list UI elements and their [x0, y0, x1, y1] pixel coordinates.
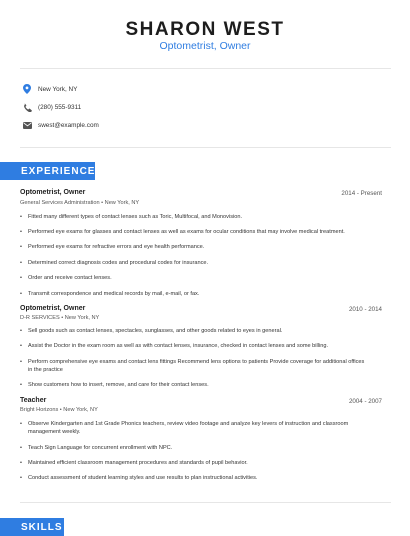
job-dates: 2004 - 2007	[348, 398, 382, 405]
job-organization: General Services Administration • New York, NY	[20, 200, 140, 206]
contact-phone	[22, 100, 81, 114]
bullet-text: Fitted many different types of contact lenses such as Toric, Multifocal, and Monovision.	[28, 214, 243, 220]
bullet-text: Order and receive contact lenses.	[28, 275, 112, 281]
job-bullet: • Teach Sign Language for concurrent enrollment with NPC.	[20, 444, 365, 452]
contact-location	[22, 82, 77, 96]
job-bullet: • Determined correct diagnosis codes and procedural codes for insurance.	[20, 259, 365, 267]
bullet-text: Assist the Doctor in the exam room as well as with contact lenses, insurance, checked in contact lenses and some billing.	[28, 343, 329, 349]
divider	[20, 147, 391, 148]
bullet-text: Sell goods such as contact lenses, spectacles, sunglasses, and other goods related to eyes in general.	[28, 328, 283, 334]
section-header-skills: SKILLS	[0, 518, 64, 536]
section-header-experience: EXPERIENCE	[0, 162, 95, 180]
envelope-icon	[22, 119, 32, 131]
contact-email	[22, 118, 99, 132]
job-organization: D-R SERVICES • New York, NY	[20, 315, 100, 321]
divider	[20, 502, 391, 503]
phone-text: (280) 555-9311	[38, 103, 82, 111]
bullet-text: Conduct assessment of student learning styles and use results to plan instructional activities.	[28, 475, 258, 481]
candidate-title: Optometrist, Owner	[159, 40, 251, 52]
location-text: New York, NY	[38, 85, 78, 93]
job-bullet: • Transmit correspondence and medical records by mail, e-mail, or fax.	[20, 290, 365, 298]
job-bullet: • Maintained efficient classroom management procedures and standards of pupil behavior.	[20, 459, 365, 467]
job-bullet: • Performed eye exams for refractive errors and eye health performance.	[20, 243, 365, 251]
job-bullet: • Sell goods such as contact lenses, spectacles, sunglasses, and other goods related to eyes in general.	[20, 327, 365, 335]
bullet-text: Transmit correspondence and medical records by mail, e-mail, or fax.	[28, 291, 200, 297]
bullet-text: Maintained efficient classroom management procedures and standards of pupil behavior.	[28, 460, 248, 466]
job-title: Optometrist, Owner	[20, 305, 86, 312]
job-bullet: • Order and receive contact lenses.	[20, 274, 365, 282]
job-bullet: • Perform comprehensive eye exams and contact lens fittings Recommend lens options to patients Provide coverage for additional offices in the practice	[20, 359, 365, 373]
email-text: swest@example.com	[38, 121, 99, 129]
divider	[20, 68, 391, 69]
job-dates: 2014 - Present	[341, 190, 382, 197]
job-bullet: • Performed eye exams for glasses and contact lenses as well as exams for ocular conditions that may involve medical treatment.	[20, 228, 365, 236]
bullet-text: Teach Sign Language for concurrent enrollment with NPC.	[28, 445, 173, 451]
job-title: Optometrist, Owner	[20, 189, 86, 196]
bullet-text: Perform comprehensive eye exams and contact lens fittings Recommend lens options to patients Provide coverage for additional offices in the practice	[28, 359, 365, 373]
candidate-name: SHARON WEST	[125, 19, 285, 40]
job-bullet: • Show customers how to insert, remove, and care for their contact lenses.	[20, 381, 365, 389]
job-bullet: • Fitted many different types of contact lenses such as Toric, Multifocal, and Monovision.	[20, 213, 365, 221]
job-bullet: • Observe Kindergarten and 1st Grade Phonics teachers, review video footage and analyze key levers of instruction and classroom management weekly.	[20, 420, 365, 436]
bullet-text: Observe Kindergarten and 1st Grade Phonics teachers, review video footage and analyze key levers of instruction and classroom management weekly.	[28, 421, 349, 435]
bullet-text: Performed eye exams for glasses and contact lenses as well as exams for ocular conditions that may involve medical treatment.	[28, 229, 345, 235]
bullet-text: Performed eye exams for refractive errors and eye health performance.	[28, 244, 205, 250]
job-organization: Bright Horizons • New York, NY	[20, 407, 98, 413]
job-bullet: • Conduct assessment of student learning styles and use results to plan instructional activities.	[20, 474, 365, 482]
phone-icon	[22, 101, 32, 113]
map-pin-icon	[22, 83, 32, 95]
bullet-text: Determined correct diagnosis codes and procedural codes for insurance.	[28, 260, 209, 266]
bullet-text: Show customers how to insert, remove, and care for their contact lenses.	[28, 382, 209, 388]
job-bullet: • Assist the Doctor in the exam room as well as with contact lenses, insurance, checked in contact lenses and some billing.	[20, 342, 365, 350]
job-title: Teacher	[20, 397, 47, 404]
job-dates: 2010 - 2014	[348, 306, 382, 313]
